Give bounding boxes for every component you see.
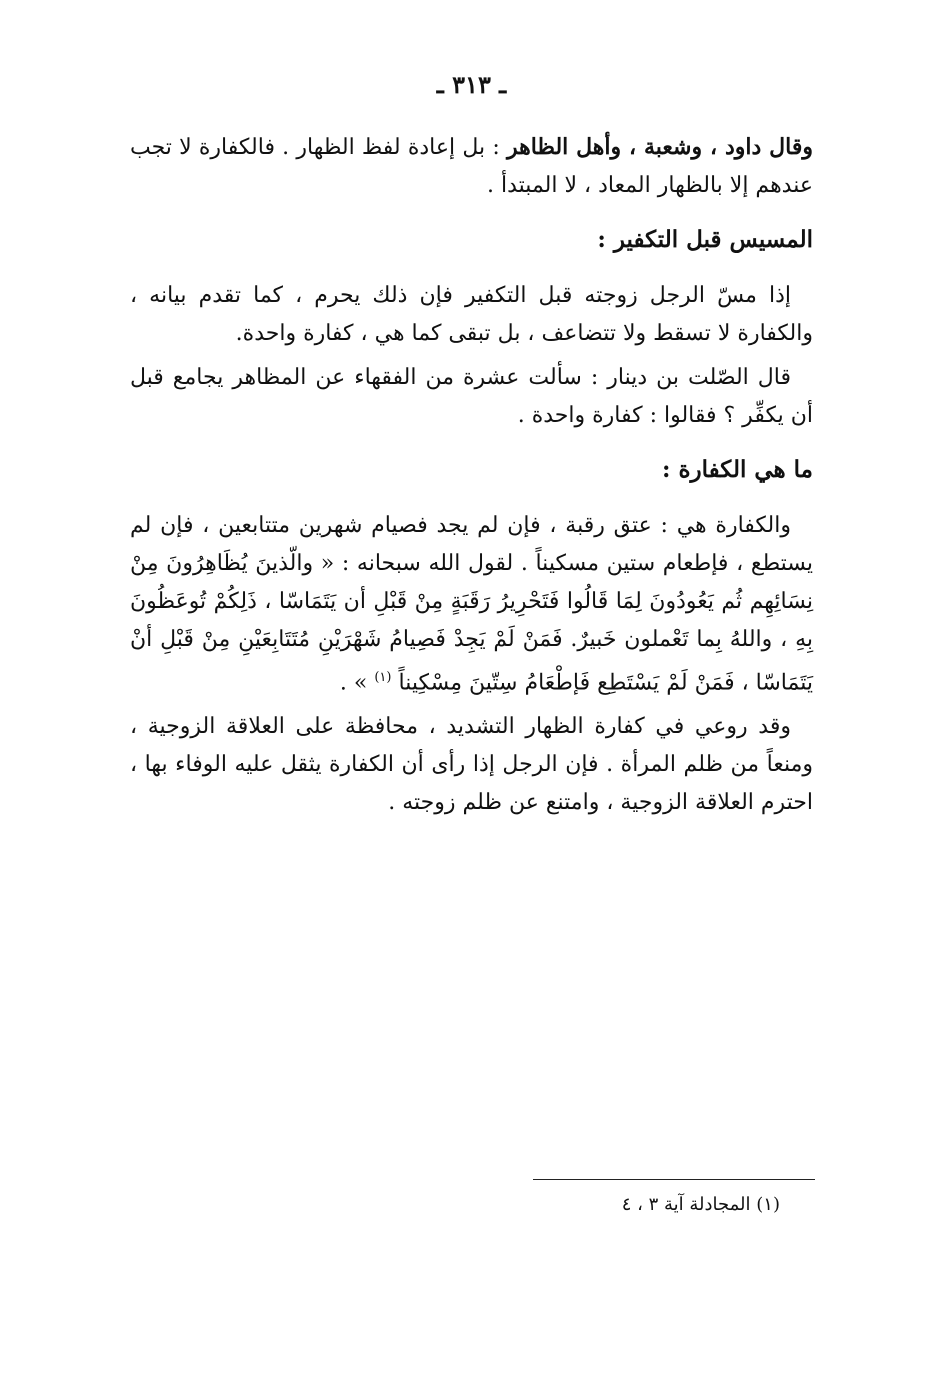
footnote-reference: (١) — [374, 670, 392, 685]
paragraph-salt-quote: قال الصّلت بن دينار : سألت عشرة من الفقهاء عن المظاهر يجامع قبل أن يكفِّر ؟ فقالوا : كفارة واحدة . — [130, 365, 813, 428]
paragraph-expiation-definition — [130, 507, 813, 702]
quote-close: » . — [339, 670, 375, 696]
section-heading-what-is-expiation: ما هي الكفارة : — [661, 456, 813, 483]
footnote-separator — [533, 1179, 815, 1180]
paragraph-lead: وقال داود ، وشعبة ، وأهل الظاهر — [506, 134, 813, 160]
paragraph-touching-ruling: إذا مسّ الرجل زوجته قبل التكفير فإن ذلك يحرم ، كما تقدم بيانه ، والكفارة لا تسقط ولا تتضاعف ، بل تبقى كما هي ، كفارة واحدة. — [130, 283, 813, 346]
main-text — [130, 128, 813, 828]
page-number: ـ ٣١٣ ـ — [436, 70, 507, 99]
footnote: (١) المجادلة آية ٣ ، ٤ — [621, 1194, 780, 1215]
paragraph-severity-wisdom: وقد روعي في كفارة الظهار التشديد ، محافظة على العلاقة الزوجية ، ومنعاً من ظلم المرأة . فإن الرجل إذا رأى أن الكفارة يثقل عليه الوفاء بها ، احترم العلاقة الزوجية ، وامتنع عن ظلم زوجته . — [130, 714, 813, 816]
section-heading-touching-before-expiation: المسيس قبل التكفير : — [597, 226, 813, 253]
paragraph-dawud-opinion — [130, 128, 813, 205]
paragraph-text: : بل إعادة لفظ الظهار . فالكفارة لا تجب عندهم إلا بالظهار المعاد ، لا المبتدأ . — [130, 135, 813, 198]
quran-quote: والكفارة هي : عتق رقبة ، فإن لم يجد فصيام شهرين متتابعين ، فإن لم يستطع ، فإطعام ستين مسكيناً . لقول الله سبحانه : « والّذينَ يُظَاهِرُونَ مِنْ نِسَائِهِم ثُم يَعُودُونَ لِمَا قَالُوا فَتَحْرِيرُ رَقَبَةٍ مِنْ قَبْلِ أن يَتَمَاسّا ، ذَلِكُمْ تُوعَظُونَ بِهِ ، واللهُ بِما تَعْملون خَبيرٌ. فَمَنْ لَمْ يَجِدْ فَصِيامُ شَهْرَيْنِ مُتَتَابِعَيْنِ مِنْ قَبْلِ أنْ يَتَمَاسّا ، فَمَنْ لَمْ يَسْتَطِع فَإطْعَامُ سِتّينَ مِسْكِيناً — [130, 513, 813, 696]
